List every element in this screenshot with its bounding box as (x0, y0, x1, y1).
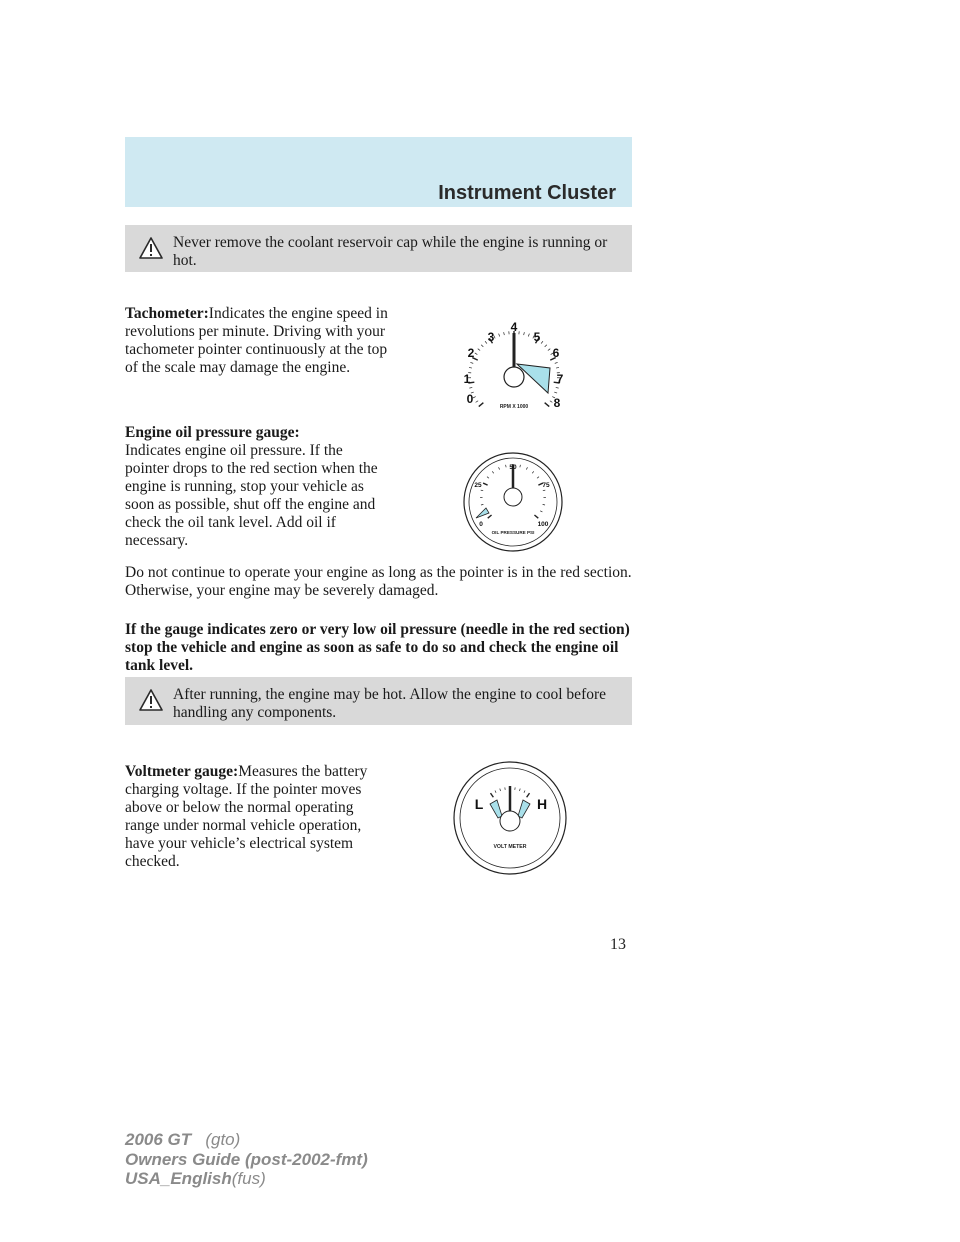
oil-pressure-bold-notice: If the gauge indicates zero or very low oil pressure (needle in the red section) stop the vehicle and engine as soon as safe to do so and check the engine oil tank level. (125, 621, 630, 674)
tachometer-tick (469, 387, 472, 388)
tachometer-tick (499, 334, 500, 337)
tachometer-hub (504, 367, 524, 387)
warning-text: After running, the engine may be hot. Allow the engine to cool before handling any components. (173, 686, 607, 721)
voltmeter-paragraph (125, 763, 390, 871)
oil-gauge-label-0: 0 (479, 521, 483, 528)
volt-gauge-low-label: L (474, 796, 484, 812)
warning-triangle-icon (139, 689, 163, 711)
page-number: 13 (610, 936, 626, 953)
warning-box-hot-engine (125, 677, 632, 725)
tachometer-label-2: 2 (467, 346, 475, 360)
oil-gauge-label-75: 75 (542, 482, 550, 489)
warning-triangle-icon (139, 237, 163, 259)
footer-model-line (125, 1130, 368, 1150)
tachometer-tick (545, 403, 550, 407)
voltmeter-label: Voltmeter gauge: (125, 763, 239, 780)
tachometer-tick (555, 362, 558, 363)
oil-pressure-label: Engine oil pressure gauge: (125, 424, 300, 441)
volt-gauge-caption: VOLT METER (493, 844, 527, 850)
tachometer-label: Tachometer: (125, 305, 209, 322)
tachometer-tick (545, 345, 547, 347)
tachometer-tick (541, 341, 543, 343)
tachometer-tick (476, 401, 479, 403)
oil-gauge-label-100: 100 (537, 521, 549, 528)
footer-model-code: (gto) (205, 1130, 241, 1149)
oil-pressure-gauge (454, 452, 572, 560)
voltmeter-gauge (452, 760, 568, 876)
tachometer-tick (556, 387, 559, 388)
voltmeter-text: Measures the battery charging voltage. If the pointer moves above or below the normal operating range under normal vehicle operation, have your vehicle’s electrical system checked. (125, 763, 368, 870)
tachometer-label-1: 1 (463, 372, 471, 386)
tachometer-text: Indicates the engine speed in revolutions per minute. Driving with your tachometer pointer continuously at the top of the scale may damage the engine. (125, 305, 388, 376)
oil-gauge-label-25: 25 (474, 482, 482, 489)
tachometer-tick (469, 367, 472, 368)
tachometer-label-3: 3 (487, 330, 495, 344)
tachometer-tick (475, 353, 478, 355)
tachometer-label-0: 0 (466, 392, 474, 406)
tachometer-tick (478, 349, 480, 351)
warning-text: Never remove the coolant reservoir cap while the engine is running or hot. (173, 234, 608, 269)
warning-box-coolant (125, 225, 632, 272)
tachometer-tick (470, 362, 473, 363)
tachometer-tick (473, 397, 476, 398)
tachometer-label-5: 5 (533, 330, 541, 344)
oil-gauge-caption: OIL PRESSURE PSI (491, 530, 535, 535)
footer-guide: Owners Guide (post-2002-fmt) (125, 1149, 368, 1169)
footer-language-line (125, 1169, 368, 1189)
tachometer-tick (479, 403, 484, 407)
volt-gauge-high-label: H (536, 796, 548, 812)
oil-gauge-label-50: 50 (509, 464, 517, 471)
tachometer-tick (550, 401, 553, 403)
tachometer-tick (481, 345, 483, 347)
oil-pressure-paragraph (125, 424, 390, 550)
tachometer-tick (524, 332, 525, 335)
oil-pressure-text: Indicates engine oil pressure. If the pointer drops to the red section when the engine is running, stop your vehicle as soon as possible, shut off the engine and check the oil tank level. Add oil if necessary. (125, 442, 378, 549)
tachometer-tick (556, 367, 559, 368)
tachometer-label-6: 6 (552, 346, 560, 360)
tachometer-label-7: 7 (556, 372, 564, 386)
oil-gauge-hub (504, 488, 522, 506)
tachometer-paragraph (125, 305, 390, 377)
document-footer (125, 1130, 368, 1189)
tachometer-tick (554, 392, 557, 393)
tachometer-label-8: 8 (553, 396, 561, 410)
tachometer-tick (548, 349, 550, 351)
tachometer-tick (504, 332, 505, 335)
volt-gauge-hub (500, 811, 520, 831)
tachometer-gauge (454, 315, 574, 420)
section-header-band (125, 137, 632, 207)
section-title: Instrument Cluster (438, 182, 616, 204)
footer-model: 2006 GT (125, 1130, 192, 1149)
tachometer-tick (485, 341, 487, 343)
tachometer-label-4: 4 (510, 320, 518, 334)
footer-language-code: (fus) (231, 1169, 266, 1188)
tachometer-tick (528, 334, 529, 337)
oil-pressure-continuation: Do not continue to operate your engine as long as the pointer is in the red section. Otherwise, your engine may be severely damaged. (125, 564, 632, 599)
footer-language: USA_English (125, 1169, 232, 1188)
tachometer-caption: RPM X 1000 (499, 404, 529, 410)
